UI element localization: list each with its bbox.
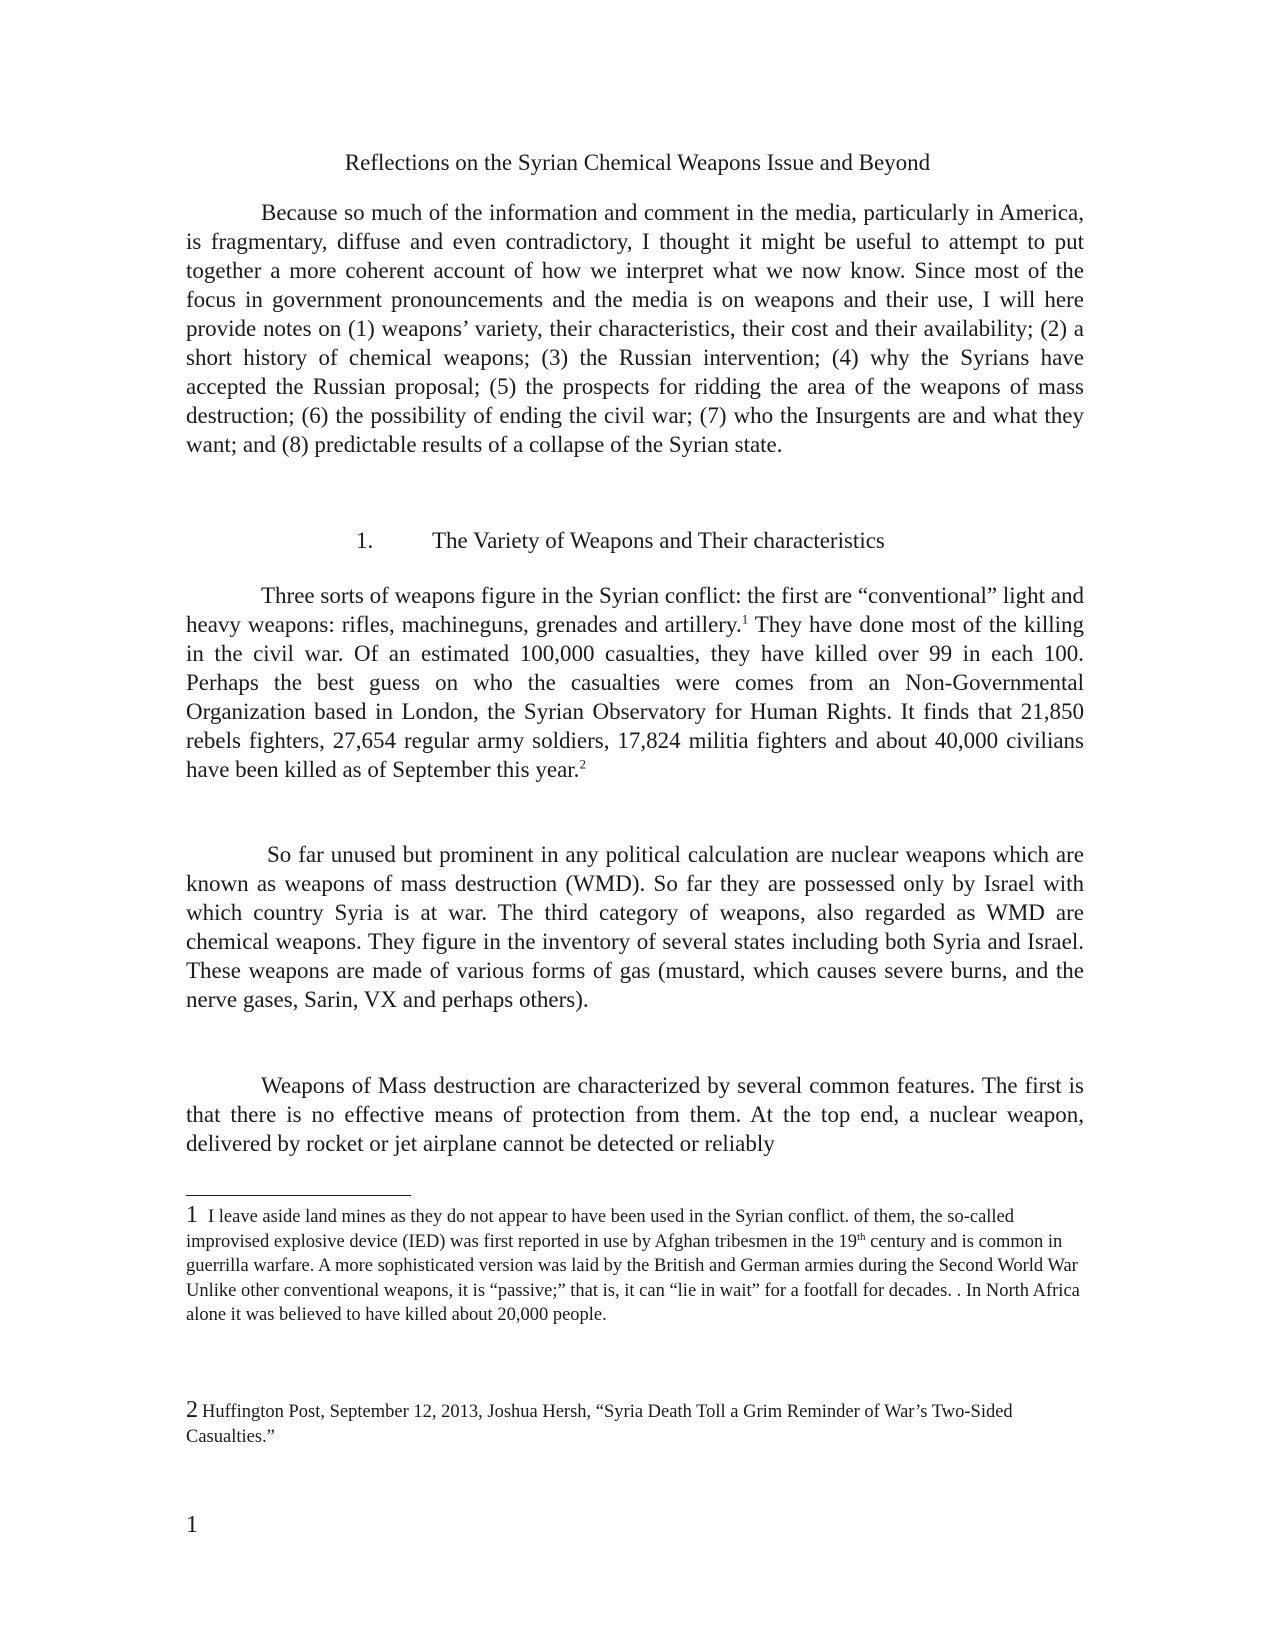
intro-paragraph: Because so much of the information and comment in the media, particularly in America, is fragmentary, diffuse and even contradictory, I thought it might be useful to attempt to put together a more coherent account of how we interpret what we now know. Since most of the focus in government pronouncements and the media is on weapons and their use, I will here provide notes on (1) weapons’ variety, their characteristics, their cost and their availability; (2) a short history of chemical weapons; (3) the Russian intervention; (4) why the Syrians have accepted the Russian proposal; (5) the prospects for ridding the area of the weapons of mass destruction; (6) the possibility of ending the civil war; (7) who the Insurgents are and what they want; and (8) predictable results of a collapse of the Syrian state. — [186, 200, 1084, 457]
footnote-1-superscript: th — [856, 1230, 866, 1243]
footnote-separator — [186, 1195, 411, 1196]
document-title: Reflections on the Syrian Chemical Weapons Issue and Beyond — [344, 150, 931, 175]
section-number: 1. — [356, 528, 374, 553]
weapons-paragraph-text-2: They have done most of the killing in the civil war. Of an estimated 100,000 casualties, they have killed over 99 in each 100. Perhaps the best guess on who the casualties were comes from an Non-Governmental Organization based in London, the Syrian Observatory for Human Rights. It finds that 21,850 rebels fighters, 27,654 regular army soldiers, 17,824 militia fighters and about 40,000 civilians have been killed as of September this year. — [186, 612, 1084, 782]
footnote-2 — [186, 1398, 1086, 1449]
wmd-features-paragraph: Weapons of Mass destruction are characterized by several common features. The first is that there is no effective means of protection from them. At the top end, a nuclear weapon, delivered by rocket or jet airplane cannot be detected or reliably — [186, 1073, 1084, 1156]
footnote-2-number: 2 — [186, 1397, 198, 1423]
footnote-1-number: 1 — [186, 1202, 198, 1228]
weapons-paragraph — [186, 581, 1084, 784]
footnote-reference-2[interactable]: 2 — [579, 756, 586, 772]
weapons-paragraph-text-1: Three sorts of weapons figure in the Syrian conflict: the first are “conventional” light and heavy weapons: rifles, machineguns, grenades and artillery. — [186, 583, 1084, 637]
footnote-1-text-1: I leave aside land mines as they do not appear to have been used in the Syrian conflict. of them, the so-called improvised explosive device (IED) was first reported in use by Afghan tribesmen in the 19 — [186, 1207, 1015, 1252]
footnote-2-text: Huffington Post, September 12, 2013, Joshua Hersh, “Syria Death Toll a Grim Reminder of War’s Two-Sided Casualties.” — [186, 1402, 1013, 1447]
footnote-reference-1[interactable]: 1 — [741, 611, 749, 627]
wmd-paragraph: So far unused but prominent in any political calculation are nuclear weapons which are known as weapons of mass destruction (WMD). So far they are possessed only by Israel with which country Syria is at war. The third category of weapons, also regarded as WMD are chemical weapons. They figure in the inventory of several states including both Syria and Israel. These weapons are made of various forms of gas (mustard, which causes severe burns, and the nerve gases, Sarin, VX and perhaps others). — [186, 842, 1084, 1012]
section-title: The Variety of Weapons and Their characteristics — [432, 528, 885, 553]
footnote-1 — [186, 1203, 1086, 1328]
page-number: 1 — [186, 1512, 198, 1538]
footnote-1-text-2: century and is common in guerrilla warfare. A more sophisticated version was laid by the British and German armies during the Second World War Unlike other conventional weapons, it is “passive;” that is, it can “lie in wait” for a footfall for decades. . In North Africa alone it was believed to have killed about 20,000 people. — [186, 1231, 1080, 1325]
